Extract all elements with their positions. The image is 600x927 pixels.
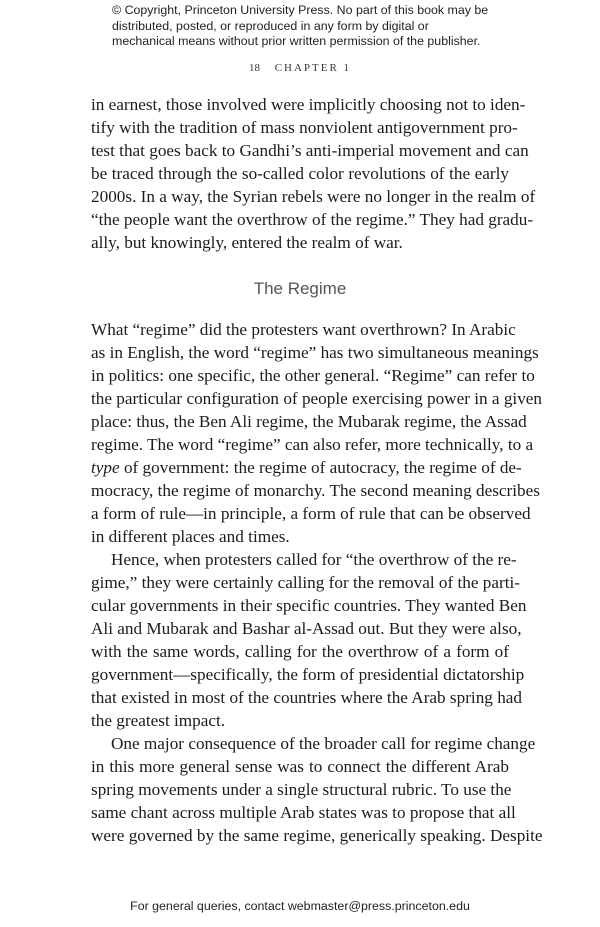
text-line: government—specifically, the form of presidential dictatorship [91, 665, 525, 684]
text-line: ally, but knowingly, entered the realm of war. [91, 233, 403, 252]
text-line: mocracy, the regime of monarchy. The second meaning describes [91, 481, 540, 500]
text-line: were governed by the same regime, generically speaking. Despite [91, 826, 543, 845]
text-line: cular governments in their specific countries. They wanted Ben [91, 596, 527, 615]
text-line: in this more general sense was to connect the different Arab [91, 757, 509, 776]
chapter-label: CHAPTER 1 [274, 62, 352, 74]
text-line: tify with the tradition of mass nonviolent antigovernment pro- [91, 118, 518, 137]
text-line: spring movements under a single structural rubric. To use the [91, 780, 512, 799]
text-line: What “regime” did the protesters want overthrown? In Arabic [91, 320, 516, 339]
text-line-rest: of government: the regime of autocracy, the regime of de- [123, 458, 522, 477]
copyright-notice: © Copyright, Princeton University Press. No part of this book may be distributed, posted, or reproduced in any form by digital or mechanical means without prior written permission of the publisher. [112, 3, 489, 48]
text-line: “the people want the overthrow of the regime.” They had gradu- [91, 210, 534, 229]
text-line: test that goes back to Gandhi’s anti-imperial movement and can [91, 141, 529, 160]
text-line: as in English, the word “regime” has two simultaneous meanings [91, 343, 539, 362]
text-line: Hence, when protesters called for “the overthrow of the re- [111, 550, 517, 569]
text-line: One major consequence of the broader call for regime change [111, 734, 536, 753]
page-number: 18 [248, 62, 260, 74]
text-line: the greatest impact. [91, 711, 226, 730]
italic-word: type [91, 458, 120, 477]
text-line: gime,” they were certainly calling for the removal of the parti- [91, 573, 521, 592]
text-line: in politics: one specific, the other general. “Regime” can refer to [91, 366, 535, 385]
text-line: same chant across multiple Arab states was to propose that all [91, 803, 516, 822]
section-heading: The Regime [253, 279, 347, 298]
text-line: regime. The word “regime” can also refer, more technically, to a [91, 435, 534, 454]
paragraph-4 [91, 732, 543, 847]
text-line [91, 456, 522, 479]
text-line: be traced through the so-called color revolutions of the early [91, 164, 509, 183]
text-line: Ali and Mubarak and Bashar al-Assad out. But they were also, [91, 619, 522, 638]
paragraph-1 [91, 93, 536, 254]
text-line: that existed in most of the countries where the Arab spring had [91, 688, 523, 707]
text-line: with the same words, calling for the overthrow of a form of [91, 642, 509, 661]
running-head [0, 62, 600, 74]
text-line: the particular configuration of people exercising power in a given [91, 389, 543, 408]
text-line: place: thus, the Ben Ali regime, the Mubarak regime, the Assad [91, 412, 527, 431]
paragraph-2 [91, 318, 543, 548]
text-line: 2000s. In a way, the Syrian rebels were no longer in the realm of [91, 187, 536, 206]
footer-contact: For general queries, contact webmaster@press.princeton.edu [130, 899, 470, 913]
text-line: a form of rule—in principle, a form of rule that can be observed [91, 504, 531, 523]
text-line: in different places and times. [91, 527, 290, 546]
text-line: in earnest, those involved were implicitly choosing not to iden- [91, 95, 526, 114]
paragraph-3 [91, 548, 527, 732]
